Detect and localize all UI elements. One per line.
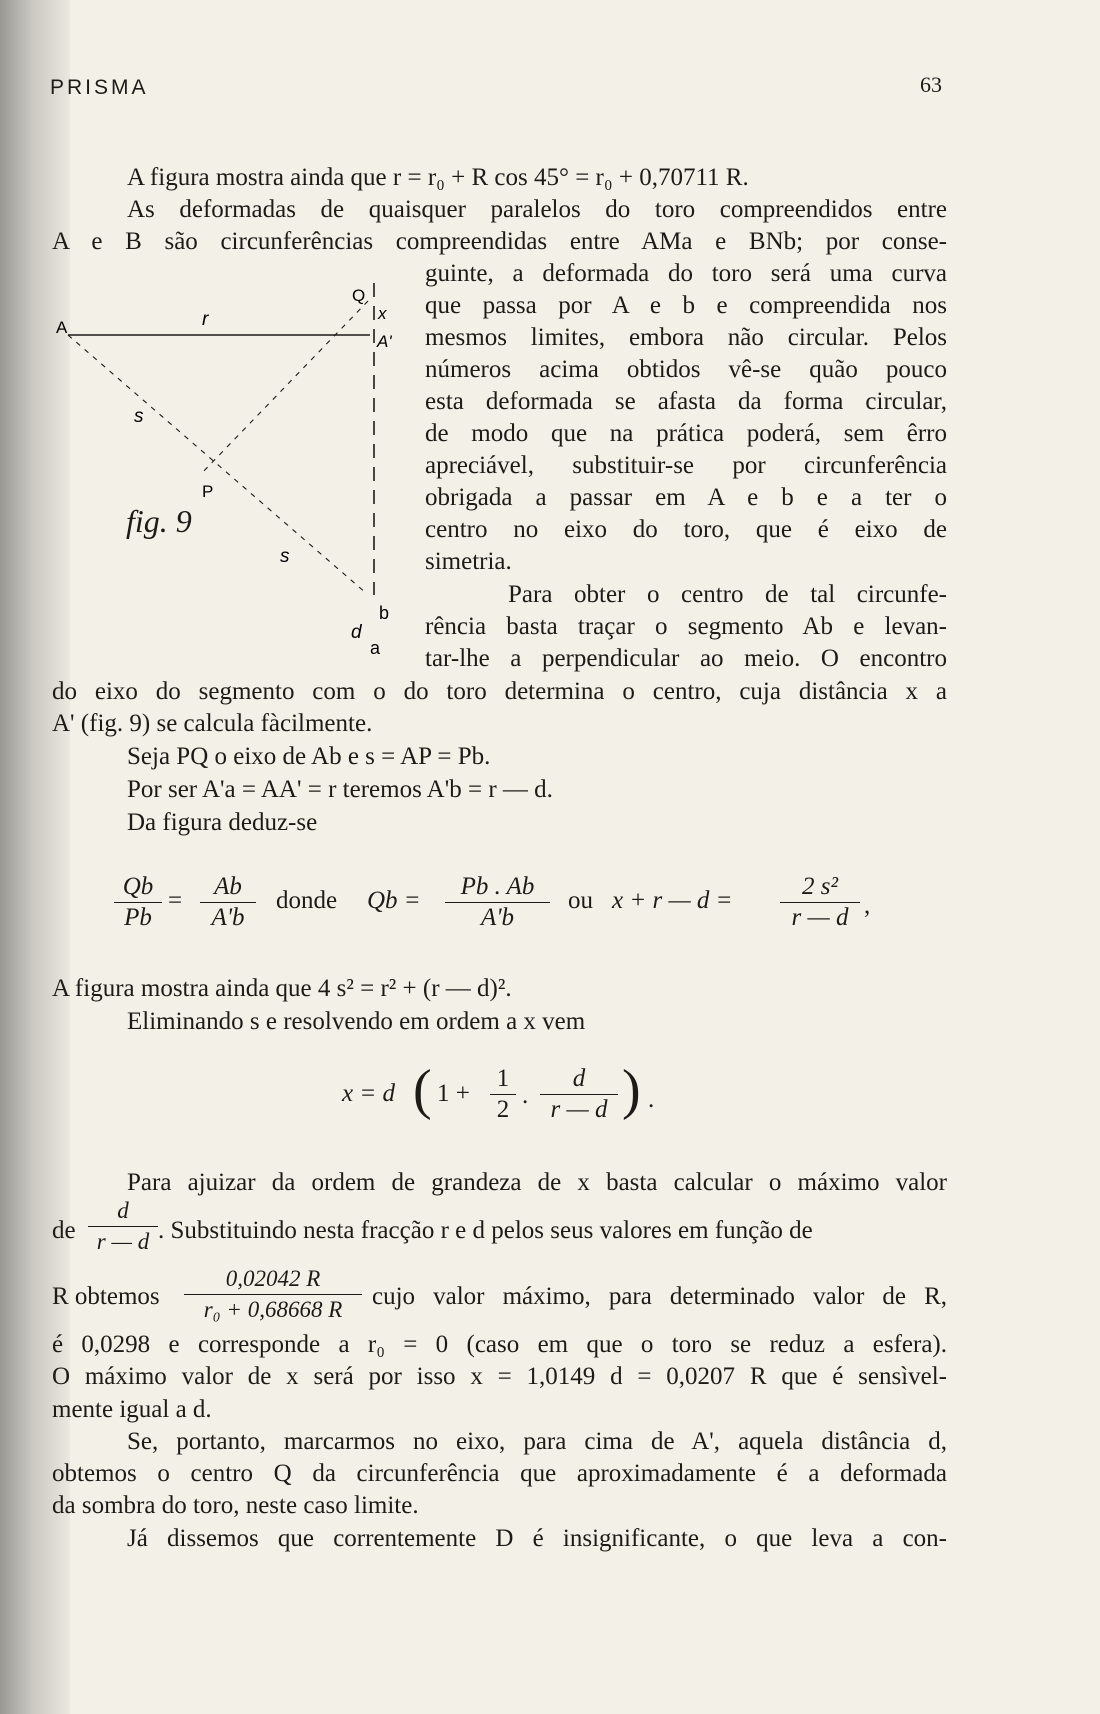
text-line: A figura mostra ainda que r = r₀ + R cos 45° = r₀ + 0,70711 R. <box>127 164 749 191</box>
text-line: da sombra do toro, neste caso limite. <box>52 1492 419 1519</box>
text-line: As deformadas de quaisquer paralelos do toro compreendidos entre <box>127 196 947 223</box>
numerator: d <box>572 1065 586 1092</box>
text-line: é 0,0298 e corresponde a r₀ = 0 (caso em que o toro se reduz a esfera). <box>52 1331 947 1358</box>
figure-caption: fig. 9 <box>126 503 192 539</box>
text-line: Seja PQ o eixo de Ab e s = AP = Pb. <box>127 743 491 770</box>
fig-label-s2: s <box>280 546 290 567</box>
denominator: 2 <box>490 1094 516 1125</box>
fig-label-x: x <box>378 304 387 323</box>
fraction <box>114 872 162 933</box>
numerator: d <box>117 1198 129 1223</box>
running-title: PRISMA <box>50 76 149 99</box>
fraction <box>490 1064 516 1125</box>
numerator: Ab <box>214 873 242 900</box>
fig-label-d: d <box>351 622 362 643</box>
numerator: Pb . Ab <box>460 873 535 900</box>
numerator: 1 <box>496 1065 510 1092</box>
fig-label-Q: Q <box>352 286 366 305</box>
equation-lhs: Qb = <box>367 887 421 914</box>
word-ou: ou <box>568 887 593 914</box>
text-line: mente igual a d. <box>52 1396 212 1423</box>
numerator: Qb <box>122 873 154 900</box>
text-line: Já dissemos que correntemente D é insignificante, o que leva a con- <box>127 1525 947 1552</box>
text-line: centro no eixo do toro, que é eixo de <box>425 516 947 543</box>
punctuation: , <box>864 892 871 919</box>
text-line: obrigada a passar em A e b e a ter o <box>425 484 947 511</box>
text-line: A figura mostra ainda que 4 s² = r² + (r — d)². <box>52 975 512 1002</box>
fraction <box>88 1196 158 1257</box>
dot-operator: . <box>522 1082 529 1109</box>
fig-label-A: A <box>56 318 68 337</box>
left-paren: ( <box>413 1059 432 1121</box>
text-line: do eixo do segmento com o do toro determina o centro, cuja distância x a <box>52 678 947 705</box>
dashed-line-pq <box>200 301 368 475</box>
denominator: r — d <box>540 1094 618 1125</box>
text-line: R obtemos <box>52 1283 160 1310</box>
fig-label-b: b <box>379 603 390 623</box>
denominator: A'b <box>200 902 256 933</box>
denominator: r — d <box>88 1226 158 1257</box>
equation-lhs: x = d <box>342 1080 395 1107</box>
denominator: r — d <box>780 902 860 933</box>
fig-label-s1: s <box>134 406 144 427</box>
text-line: simetria. <box>425 548 512 575</box>
text-line: esta deformada se afasta da forma circular, <box>425 388 947 415</box>
fraction <box>540 1064 618 1125</box>
text-line: O máximo valor de x será por isso x = 1,0149 d = 0,0207 R que é sensìvel- <box>52 1363 947 1390</box>
fraction <box>780 872 860 933</box>
denominator: r₀ + 0,68668 R <box>184 1294 362 1325</box>
text-line: rência basta traçar o segmento Ab e levan- <box>425 613 947 640</box>
text-line: tar-lhe a perpendicular ao meio. O encontro <box>425 645 947 672</box>
fig-label-a: a <box>370 638 381 655</box>
denominator: Pb <box>114 902 162 933</box>
numerator: 0,02042 R <box>225 1266 321 1291</box>
denominator: A'b <box>445 902 550 933</box>
text-line: Para ajuizar da ordem de grandeza de x basta calcular o máximo valor <box>127 1169 947 1196</box>
text-line: que passa por A e b e compreendida nos <box>425 292 947 319</box>
text-line: números acima obtidos vê-se quão pouco <box>425 356 947 383</box>
equation-lhs: x + r — d = <box>612 887 733 914</box>
word-donde: donde <box>276 887 338 914</box>
figure-9 <box>50 275 430 655</box>
fig-label-A-prime: A' <box>377 332 392 351</box>
text-line: . Substituindo nesta fracção r e d pelos seus valores em função de <box>158 1217 813 1244</box>
text-line: Se, portanto, marcarmos no eixo, para cima de A', aquela distância d, <box>127 1428 947 1455</box>
fraction <box>184 1264 362 1325</box>
numerator: 2 s² <box>802 873 838 900</box>
text-line: obtemos o centro Q da circunferência que aproximadamente é a deformada <box>52 1460 947 1487</box>
text-line: guinte, a deformada do toro será uma curva <box>425 260 947 287</box>
fig-label-P: P <box>202 482 214 501</box>
dashed-line-ab <box>68 335 366 593</box>
punctuation: . <box>648 1086 655 1113</box>
text-line: mesmos limites, embora não circular. Pelos <box>425 324 947 351</box>
text-line: de <box>52 1217 76 1244</box>
fig-label-r: r <box>202 309 209 330</box>
text-line: Da figura deduz-se <box>127 809 318 836</box>
fraction <box>200 872 256 933</box>
text-line: de modo que na prática poderá, sem êrro <box>425 420 947 447</box>
right-paren: ) <box>622 1059 641 1121</box>
text-line: apreciável, substituir-se por circunferência <box>425 452 947 479</box>
text-line: A e B são circunferências compreendidas entre AMa e BNb; por conse- <box>52 228 947 255</box>
equals-sign: = <box>168 887 183 914</box>
fraction <box>445 872 550 933</box>
text-line: Por ser A'a = AA' = r teremos A'b = r — d. <box>127 776 553 803</box>
text-line: Para obter o centro de tal circunfe- <box>508 581 947 608</box>
text-line: cujo valor máximo, para determinado valor de R, <box>372 1283 947 1310</box>
text-line: A' (fig. 9) se calcula fàcilmente. <box>52 710 373 737</box>
term-one-plus: 1 + <box>437 1080 470 1107</box>
text-line: Eliminando s e resolvendo em ordem a x vem <box>127 1008 586 1035</box>
page-number: 63 <box>920 72 942 97</box>
